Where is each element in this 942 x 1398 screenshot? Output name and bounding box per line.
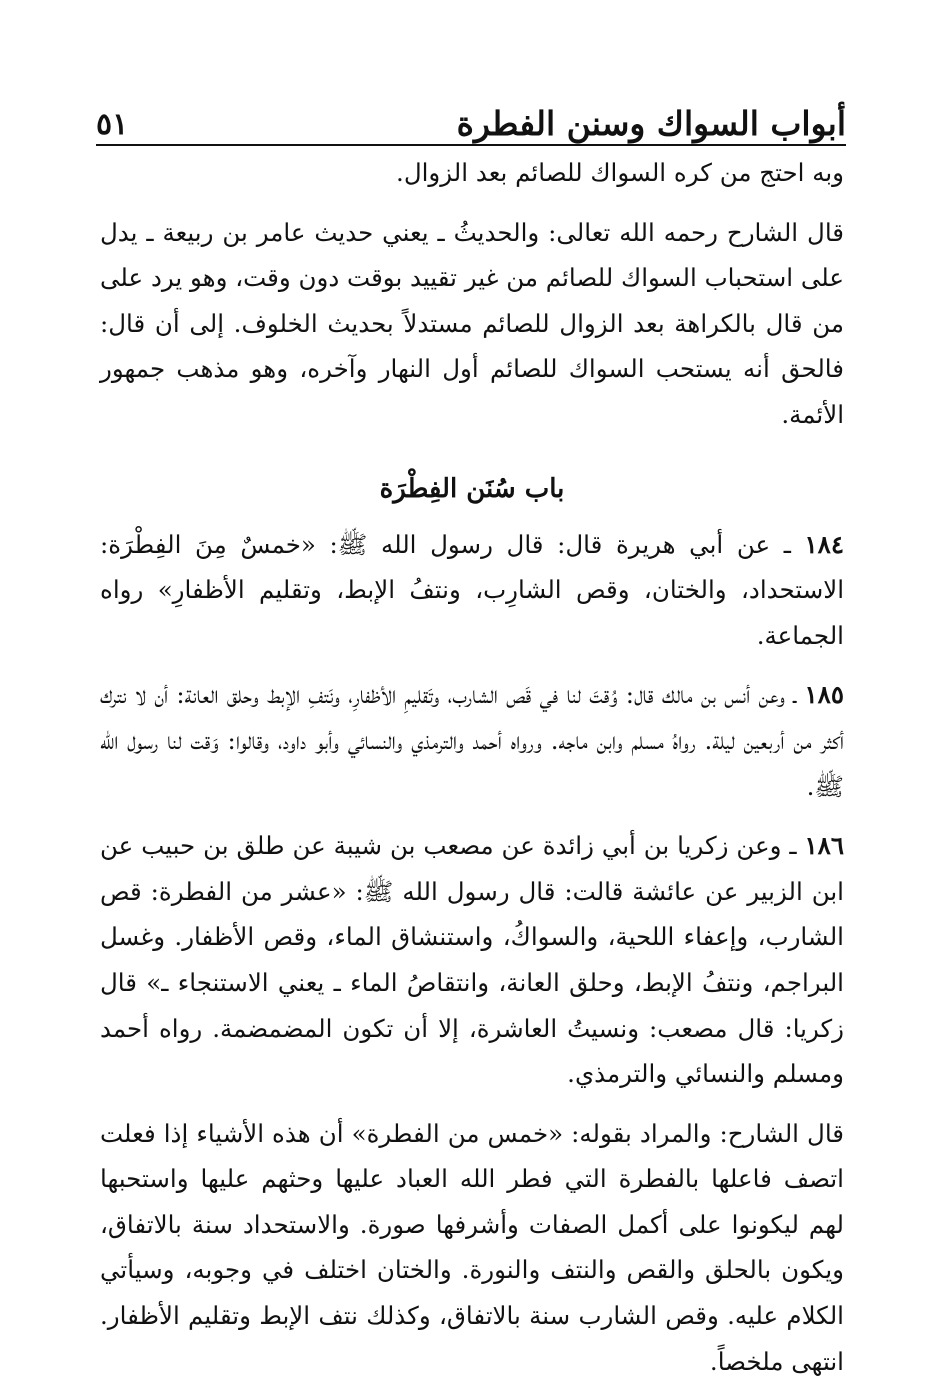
section-heading: باب سُنَن الفِطْرَة: [379, 473, 565, 504]
hadith-paragraph: [100, 522, 844, 659]
running-title: أبواب السواك وسنن الفطرة: [456, 104, 846, 143]
paragraph: وبه احتج من كره السواك للصائم بعد الزوال.: [396, 158, 844, 187]
page-body: [100, 150, 844, 1398]
hadith-text: ـ وعن أنس بن مالك قال: وُقتَ لنا في قَص الشارب، وتَقليمِ الأظفارِ، ونَتفِ الإبط وحلق العانة: أن لا نترك أكثر من أربعين ليلة. رواهُ مسلم وابن ماجه. ورواه أحمد والترمذي والنسائي وأبو داود، وقالوا: وَقت لنا رسول الله ﷺ.: [100, 680, 844, 801]
hadith-number: ١٨٤: [804, 529, 844, 559]
hadith-text: ـ وعن زكريا بن أبي زائدة عن مصعب بن شيبة عن طلق بن حبيب عن ابن الزبير عن عائشة قالت: قال رسول الله ﷺ: «عشر من الفطرة: قص الشارب، وإعفاء اللحية، والسواكُ، واستنشاق الماء، وقص الأظفار. وغسل البراجم، ونتفُ الإبط، وحلق العانة، وانتقاصُ الماء ـ يعني الاستنجاء ـ» قال زكريا: قال مصعب: ونسيتُ العاشرة، إلا أن تكون المضمضمة. رواه أحمد ومسلم والنسائي والترمذي.: [100, 831, 844, 1089]
commentary-paragraph: قال الشارح: والمراد بقوله: «خمس من الفطرة» أن هذه الأشياء إذا فعلت اتصف فاعلها بالفطرة التي فطر الله العباد عليها وحثهم عليها واستحبها لهم ليكونوا على أكمل الصفات وأشرفها صورة. والاستحداد سنة بالاتفاق، ويكون بالحلق والقص والنتف والنورة. والختان اختلف في وجوبه، وسيأتي الكلام عليه. وقص الشارب سنة بالاتفاق، وكذلك نتف الإبط وتقليم الأظفار. انتهى ملخصاً.: [100, 1118, 844, 1376]
hadith-text: ـ عن أبي هريرة قال: قال رسول الله ﷺ: «خمسٌ مِنَ الفِطْرَة: الاستحداد، والختان، وقص الشارِب، ونتفُ الإبط، وتقليم الأظفارِ» رواه الجماعة.: [100, 529, 844, 650]
page-number: ٥١: [96, 107, 129, 142]
paragraph: قال الشارح رحمه الله تعالى: والحديثُ ـ يعني حديث عامر بن ربيعة ـ يدل على استحباب السواك للصائم من غير تقييد بوقت دون وقت، وهو يرد على من قال بالكراهة بعد الزوال للصائم مستدلاً بحديث الخلوف. إلى أن قال: فالحق أنه يستحب السواك للصائم أول النهار وآخره، وهو مذهب جمهور الأئمة.: [100, 217, 844, 429]
hadith-number: ١٨٥: [804, 680, 844, 710]
header-rule: [96, 144, 846, 146]
hadith-paragraph: [100, 672, 844, 809]
hadith-paragraph: [100, 823, 844, 1097]
hadith-number: ١٨٦: [804, 831, 844, 861]
page-header: [96, 84, 846, 143]
